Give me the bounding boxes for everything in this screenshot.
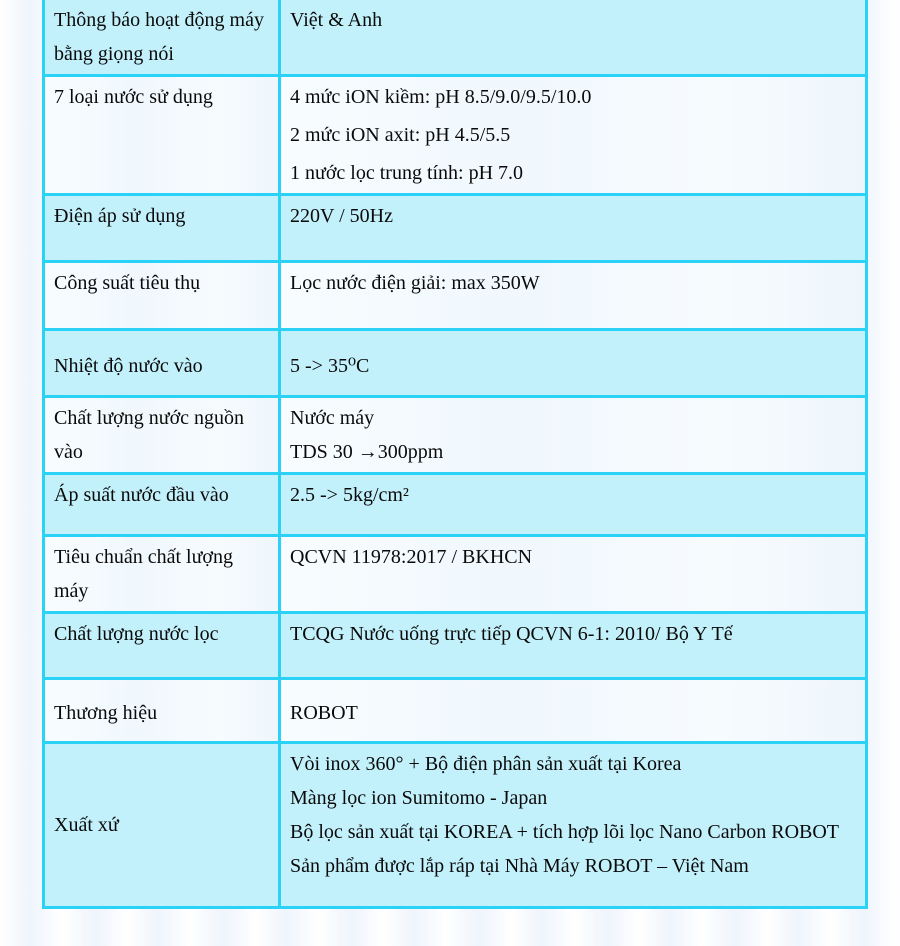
spec-value-line: Nước máy bbox=[290, 407, 375, 429]
spec-value-line: Bộ lọc sản xuất tại KOREA + tích hợp lõi lọc Nano Carbon ROBOT bbox=[290, 821, 840, 843]
spec-value-line: 4 mức iON kiềm: pH 8.5/9.0/9.5/10.0 bbox=[290, 86, 592, 108]
spec-value bbox=[280, 397, 867, 474]
spec-label: Thương hiệu bbox=[44, 679, 280, 743]
spec-label: Áp suất nước đầu vào bbox=[44, 474, 280, 536]
table-row bbox=[44, 76, 867, 195]
spec-value-line: Màng lọc ion Sumitomo - Japan bbox=[290, 787, 548, 809]
spec-value bbox=[280, 76, 867, 195]
spec-label: Chất lượng nước lọc bbox=[44, 613, 280, 679]
spec-value-line: Lọc nước điện giải: max 350W bbox=[290, 272, 540, 294]
table-row bbox=[44, 536, 867, 613]
table-row bbox=[44, 613, 867, 679]
spec-value bbox=[280, 536, 867, 613]
spec-value-line: TCQG Nước uống trực tiếp QCVN 6-1: 2010/ Bộ Y Tế bbox=[290, 623, 733, 645]
spec-value-line: 5 -> 35⁰C bbox=[290, 355, 370, 377]
spec-value-line: Vòi inox 360° + Bộ điện phân sản xuất tại Korea bbox=[290, 753, 682, 775]
spec-label: Thông báo hoạt động máy bằng giọng nói bbox=[44, 0, 280, 76]
spec-label: Xuất xứ bbox=[44, 743, 280, 908]
spec-label: Công suất tiêu thụ bbox=[44, 262, 280, 330]
table-row bbox=[44, 679, 867, 743]
table-row bbox=[44, 195, 867, 262]
spec-value bbox=[280, 0, 867, 76]
spec-value-line: ROBOT bbox=[290, 702, 358, 724]
spec-label: Chất lượng nước nguồn vào bbox=[44, 397, 280, 474]
spec-label: 7 loại nước sử dụng bbox=[44, 76, 280, 195]
table-row bbox=[44, 474, 867, 536]
spec-value bbox=[280, 613, 867, 679]
product-spec-table bbox=[42, 0, 868, 909]
spec-label: Điện áp sử dụng bbox=[44, 195, 280, 262]
spec-value-line: 2 mức iON axit: pH 4.5/5.5 bbox=[290, 124, 511, 146]
spec-value bbox=[280, 743, 867, 908]
spec-label: Tiêu chuẩn chất lượng máy bbox=[44, 536, 280, 613]
spec-value bbox=[280, 330, 867, 397]
spec-value-line: 2.5 -> 5kg/cm² bbox=[290, 484, 409, 506]
spec-value bbox=[280, 679, 867, 743]
table-row bbox=[44, 397, 867, 474]
spec-value-line: QCVN 11978:2017 / BKHCN bbox=[290, 546, 533, 568]
spec-value bbox=[280, 262, 867, 330]
spec-value-line: Sản phẩm được lắp ráp tại Nhà Máy ROBOT – Việt Nam bbox=[290, 855, 749, 877]
spec-value bbox=[280, 195, 867, 262]
spec-value-line: 1 nước lọc trung tính: pH 7.0 bbox=[290, 162, 524, 184]
spec-value bbox=[280, 474, 867, 536]
table-row bbox=[44, 0, 867, 76]
spec-value-line: TDS 30 →300ppm bbox=[290, 441, 444, 463]
table-row bbox=[44, 743, 867, 908]
spec-label: Nhiệt độ nước vào bbox=[44, 330, 280, 397]
spec-value-line: 220V / 50Hz bbox=[290, 205, 393, 227]
spec-value-line: Việt & Anh bbox=[290, 9, 383, 31]
table-row bbox=[44, 262, 867, 330]
table-row bbox=[44, 330, 867, 397]
